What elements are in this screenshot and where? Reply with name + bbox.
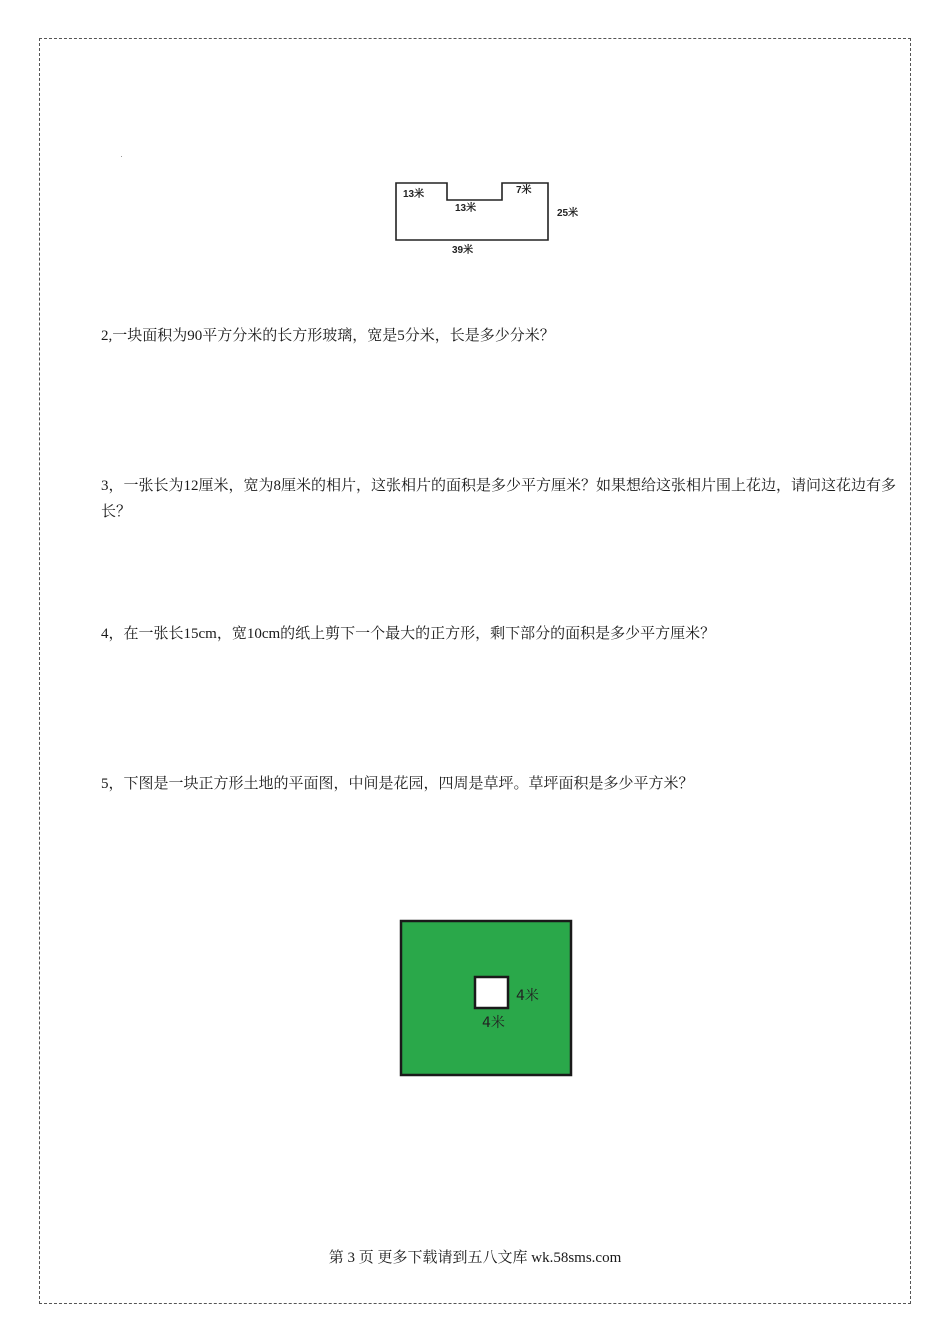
square-land-figure [395,915,580,1083]
label-right-notch: 7米 [516,185,532,196]
label-garden-side-bottom: 4米 [482,1015,505,1031]
question-3: 3，一张长为12厘米，宽为8厘米的相片，这张相片的面积是多少平方厘米？如果想给这张相片围上花边，请问这花边有多长？ [101,478,897,520]
speck [121,156,122,157]
question-2: 2,一块面积为90平方分米的长方形玻璃，宽是5分米，长是多少分米？ [101,328,555,344]
notched-rectangle-figure [385,175,600,260]
label-height: 25米 [557,208,579,219]
question-5: 5，下图是一块正方形土地的平面图，中间是花园，四周是草坪。草坪面积是多少平方米？ [101,776,694,792]
page-footer: 第 3 页 更多下载请到五八文库 wk.58sms.com [328,1250,622,1266]
label-bottom: 39米 [452,245,474,256]
garden-square [475,977,508,1008]
question-4: 4，在一张长15cm，宽10cm的纸上剪下一个最大的正方形，剩下部分的面积是多少平方厘米？ [101,626,716,642]
label-garden-side-right: 4米 [516,988,539,1004]
label-middle: 13米 [455,203,477,214]
label-left-notch: 13米 [403,189,425,200]
